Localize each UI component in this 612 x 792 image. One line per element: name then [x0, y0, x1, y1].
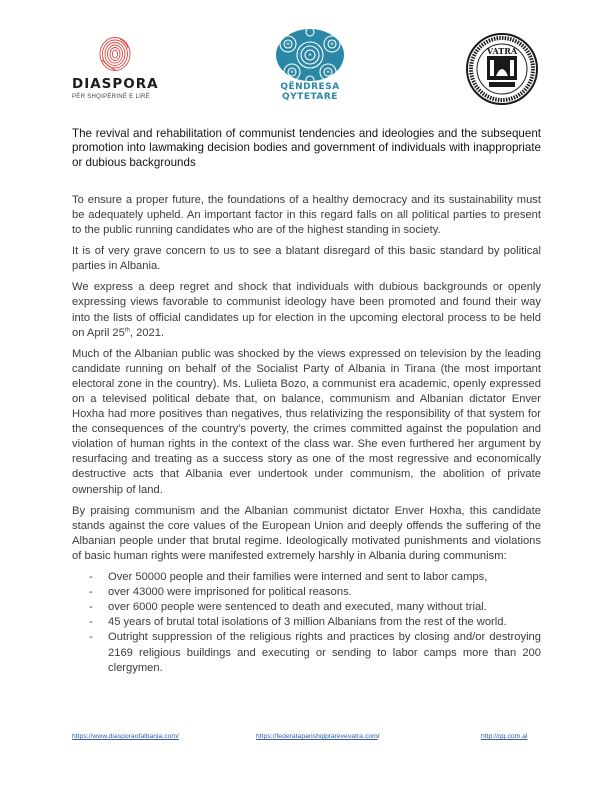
svg-text:*: *	[290, 69, 294, 77]
paragraph-5: By praising communism and the Albanian communist dictator Enver Hoxha, this candidate stands against the core values of the European Union and deeply offends the suffering of the Albanian people under that brutal regime. Ideologically motivated punishments and violations of basic human rights were manifested extremely harshly in Albania during communism:	[72, 504, 541, 562]
diaspora-subtitle: PËR SHQIPËRINË E LIRË	[72, 94, 150, 100]
dash-bullet: -	[89, 571, 93, 584]
list-item	[72, 615, 541, 630]
qendresa-name-line1: QËNDRESA	[280, 82, 340, 92]
svg-text:*: *	[286, 41, 290, 49]
dash-bullet: -	[89, 631, 93, 644]
vatra-website-link[interactable]: https://federatapanshqiptarevevatra.com	[256, 733, 378, 740]
svg-text:*: *	[326, 69, 330, 77]
header-logos	[0, 28, 612, 118]
list-item	[72, 570, 541, 585]
diaspora-name: DIASPORA	[72, 76, 159, 92]
paragraph-4: Much of the Albanian public was shocked by the views expressed on television by the leading candidate running on behalf of the Socialist Party of Albania in Tirana (the most important electoral zone in the country). Ms. Lulieta Bozo, a communist era academic, openly expressed on a televised political debate that, on balance, communism and Albanian dictator Enver Hoxha had more positives than negatives, thus relativizing the responsibility of that system for the consequences of the country's poverty, the crimes committed against the population and violation of human rights in the context of the class war. She even furthered her argument by resurfacing and treating as a success story as one of the most regressive and economically destructive acts that Albania ever undertook under communism, the abolition of private ownership of land.	[72, 347, 541, 496]
vatra-label: VATRA	[486, 46, 518, 56]
facts-list	[72, 570, 541, 676]
list-item	[72, 600, 541, 615]
qendresa-name-line2: QYTETARE	[282, 92, 338, 102]
paragraph-2: It is of very grave concern to us to see a blatant disregard of this basic standard by political parties in Albania.	[72, 245, 541, 273]
paragraph-1: To ensure a proper future, the foundations of a healthy democracy and its sustainability must be adequately upheld. An important factor in this regard falls on all political parties to present to the public running candidates who are of the highest standing in society.	[72, 193, 541, 237]
list-item	[72, 585, 541, 600]
svg-text:*: *	[308, 52, 312, 60]
fingerprint-icon	[98, 36, 132, 72]
date-tail: , 2021.	[129, 326, 165, 339]
svg-text:*: *	[330, 41, 334, 49]
fact-text: over 43000 were imprisoned for political reasons.	[108, 586, 352, 599]
dash-bullet: -	[89, 586, 93, 599]
fact-text: Outright suppression of the religious rights and practices by closing and/or destroying 2169 religious buildings and executing or sending to labor camps more than 200 clergymen.	[108, 631, 541, 674]
dash-bullet: -	[89, 616, 93, 629]
vatra-website-link-wrap	[256, 733, 380, 740]
fact-text: over 6000 people were sentenced to death and executed, many without trial.	[108, 601, 487, 614]
document-title: The revival and rehabilitation of communist tendencies and ideologies and the subsequent promotion into lawmaking decision bodies and government of individuals with inappropriate or dubious backgrounds	[72, 127, 541, 169]
paragraph-3	[72, 280, 541, 340]
dash-bullet: -	[89, 601, 93, 614]
vatra-seal-icon	[465, 32, 539, 106]
date-ordinal-suffix: th	[124, 326, 130, 333]
qendresa-website-link[interactable]: http://qq.com.al	[481, 733, 528, 740]
paragraph-3-text: We express a deep regret and shock that individuals with dubious backgrounds or openly expressing views favorable to communist ideology have been promoted and found their way into the lists of official candidates up for election in the upcoming electoral process to be held on April 25	[72, 281, 541, 339]
document-body	[72, 127, 541, 676]
circular-star-pattern-icon	[274, 28, 346, 82]
fact-text: 45 years of brutal total isolations of 3 million Albanians from the rest of the world.	[108, 616, 507, 629]
diaspora-website-link[interactable]: https://www.diasporaofalbania.com/	[72, 733, 179, 740]
link-trailing-slash: /	[377, 733, 380, 740]
list-item	[72, 630, 541, 675]
fact-text: Over 50000 people and their families were interned and sent to labor camps,	[108, 571, 488, 584]
qendresa-qytetare-logo	[270, 28, 350, 102]
